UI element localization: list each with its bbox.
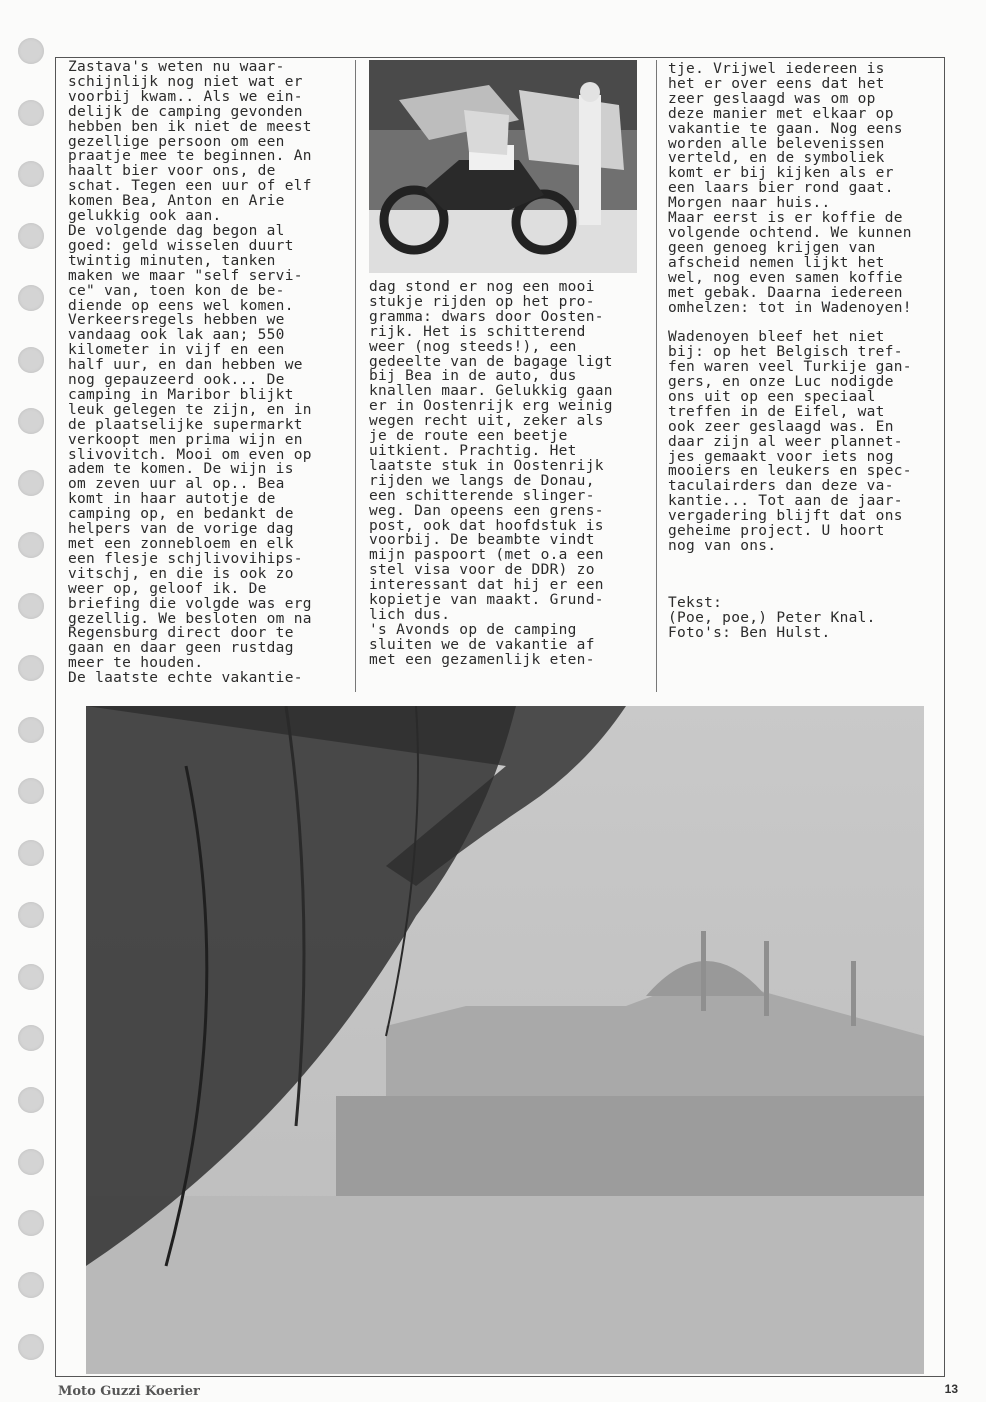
magazine-name: Moto Guzzi Koerier xyxy=(58,1384,200,1399)
binder-hole xyxy=(18,100,44,126)
binder-hole xyxy=(18,1210,44,1236)
binder-hole xyxy=(18,1087,44,1113)
binder-hole xyxy=(18,1149,44,1175)
binder-hole xyxy=(18,902,44,928)
article-column-3: tje. Vrijwel iedereen is het er over eens dat het zeer geslaagd was om op deze manier met elkaar op vakantie te gaan. Nog eens worden alle belevenissen verteld, en de symboliek komt er bij kijken als er een laars bier rond gaat. Morgen naar huis.. Maar eerst is er koffie de volgende ochtend. We kunnen geen genoeg krijgen van afscheid nemen lijkt het wel, nog even samen koffie met gebak. Daarna iedereen omhelzen: tot in Wadenoyen! Wadenoyen bleef het niet bij: op het Belgisch tref- fen waren veel Turkije gan- gers, en onze Luc nodigde ons uit op een speciaal treffen in de Eifel, wat ook zeer geslaagd was. En daar zijn al weer plannet- jes gemaakt voor iets nog mooiers en leukers en spec- taculairders dan deze va- kantie... Tot aan de jaar- vergadering blijft dat ons geheime project. U hoort nog van ons. xyxy=(668,62,912,554)
column-divider-2 xyxy=(656,60,657,692)
binder-hole xyxy=(18,717,44,743)
photo-credits: Tekst: (Poe, poe,) Peter Knal. Foto's: Ben Hulst. xyxy=(668,596,876,641)
binder-hole xyxy=(18,840,44,866)
article-column-1: Zastava's weten nu waar- schijnlijk nog niet wat er voorbij kwam.. Als we ein- delijk de camping gevonden hebben ben ik niet de meest gezellige persoon om een praatje mee te beginnen. An haalt bier voor ons, de schat. Tegen een uur of elf komen Bea, Anton en Arie gelukkig ook aan. De volgende dag begon al goed: geld wisselen duurt twintig minuten, tanken maken we maar "self servi- ce" van, toen kon de be- diende op eens wel komen. Verkeersregels hebben we vandaag ook lak aan; 550 kilometer in vijf en een half uur, en dan hebben we nog gepauzeerd ook... De camping in Maribor blijkt leuk gelegen te zijn, en in de plaatselijke supermarkt verkoopt men prima wijn en slivovitch. Mooi om even op adem te komen. De wijn is om zeven uur al op.. Bea komt in haar autotje de camping op, en bedankt de helpers van de vorige dag met een zonnebloem en elk een flesje schjlivovihips- vitschj, en die is ook zo weer op, geloof ik. De briefing die volgde was erg gezellig. We besloten om na Regensburg direct door te gaan en daar geen rustdag meer te houden. De laatste echte vakantie- xyxy=(68,60,312,687)
binder-hole xyxy=(18,408,44,434)
binder-hole xyxy=(18,285,44,311)
motorcycle-photo xyxy=(369,60,637,273)
binder-hole xyxy=(18,964,44,990)
binder-hole xyxy=(18,1272,44,1298)
article-column-2: dag stond er nog een mooi stukje rijden op het pro- gramma: dwars door Oosten- rijk. Het is schitterend weer (nog steeds!), een gedeelte van de bagage ligt bij Bea in de auto, dus knallen maar. Gelukkig gaan er in Oostenrijk erg weinig wegen recht uit, zeker als je de route een beetje uitkient. Prachtig. Het laatste stuk in Oostenrijk rijden we langs de Donau, een schitterende slinger- weg. Dan opeens een grens- post, ook dat hoofdstuk is voorbij. De beambte vindt mijn paspoort (met o.a een stel visa voor de DDR) zo interessant dat hij er een kopietje van maakt. Grund- lich dus. 's Avonds op de camping sluiten we de vakantie af met een gezamenlijk eten- xyxy=(369,280,613,668)
binder-hole xyxy=(18,593,44,619)
binder-hole xyxy=(18,778,44,804)
binder-hole xyxy=(18,161,44,187)
binder-holes xyxy=(18,38,48,1398)
binder-hole xyxy=(18,470,44,496)
binder-hole xyxy=(18,347,44,373)
binder-hole xyxy=(18,1334,44,1360)
page-number: 13 xyxy=(944,1382,958,1396)
binder-hole xyxy=(18,532,44,558)
mosque-skyline-photo xyxy=(86,706,924,1374)
binder-hole xyxy=(18,38,44,64)
column-divider-1 xyxy=(355,60,356,692)
binder-hole xyxy=(18,1025,44,1051)
binder-hole xyxy=(18,223,44,249)
binder-hole xyxy=(18,655,44,681)
